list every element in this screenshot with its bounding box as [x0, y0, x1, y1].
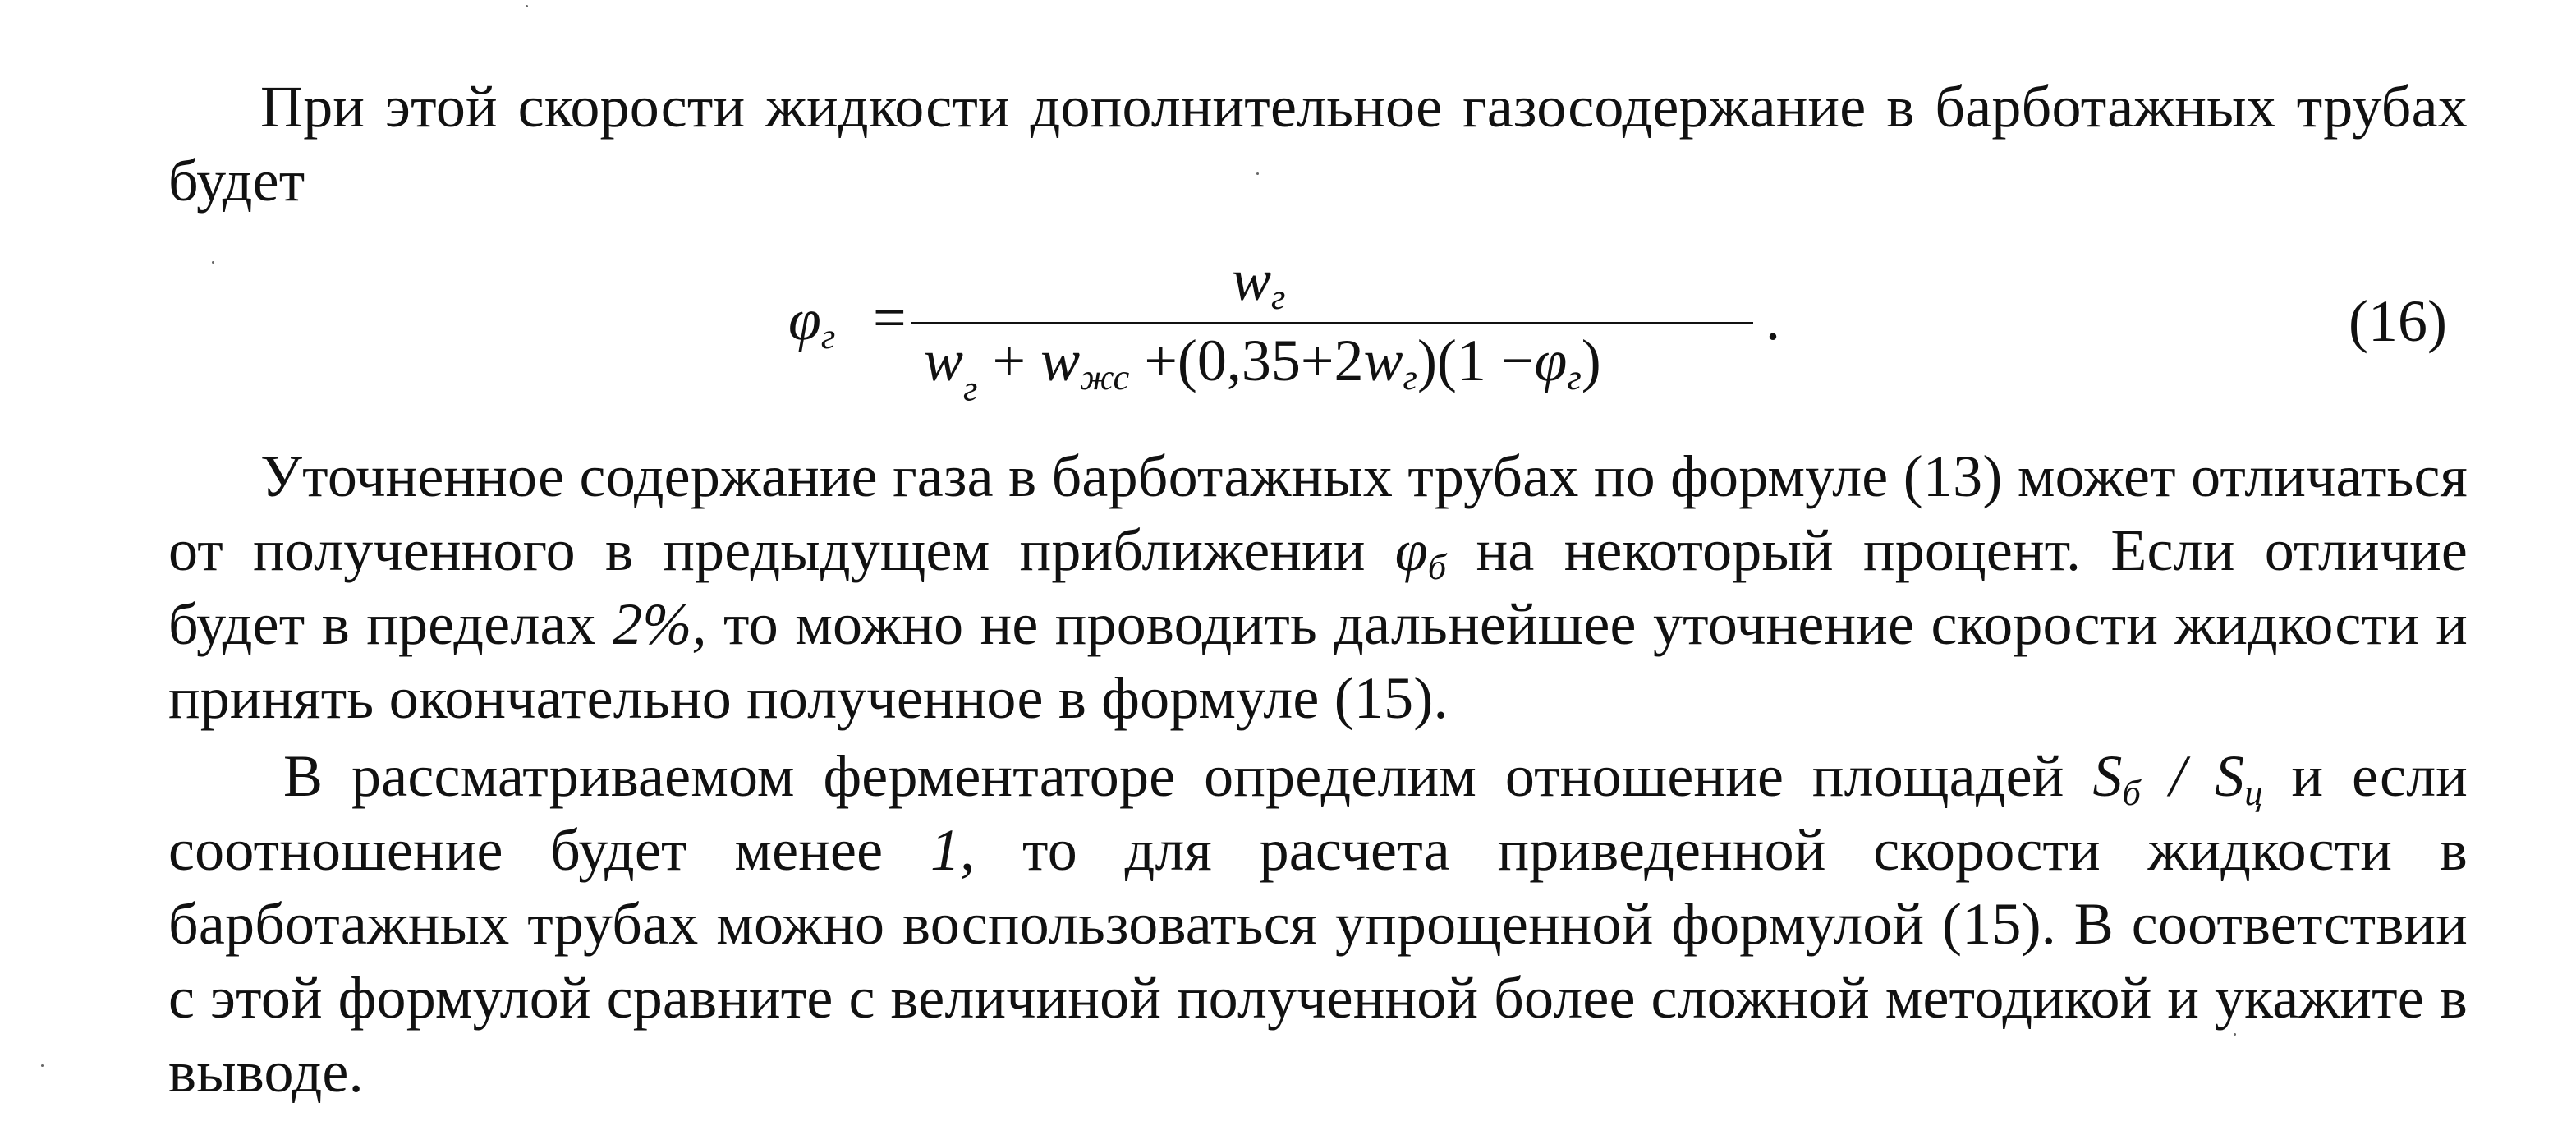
phi-b-subscript: б — [1427, 546, 1447, 588]
den-w1: w — [924, 328, 964, 393]
paragraph-3-part2: и если соотношение будет менее — [168, 743, 2468, 883]
paragraph-3-part1: В рассматриваемом ферментаторе определим отношение площадей — [283, 743, 2093, 809]
den-rest2: )(1 − — [1417, 328, 1535, 393]
den-phi-sub: г — [1567, 356, 1582, 398]
phi-symbol: φ — [788, 287, 821, 352]
den-plus: + — [977, 328, 1041, 393]
scan-speck — [41, 1064, 44, 1067]
den-w3-sub: г — [1403, 356, 1417, 398]
den-rest3: ) — [1581, 328, 1601, 393]
scan-speck — [526, 5, 528, 7]
den-phi: φ — [1534, 328, 1568, 393]
phi-b-symbol: φ — [1394, 517, 1428, 583]
scan-speck — [2234, 1033, 2236, 1036]
den-w2: w — [1040, 328, 1081, 393]
fraction-bar — [911, 322, 1753, 324]
equation-period: . — [1766, 287, 1780, 352]
equals-sign: = — [873, 285, 907, 351]
fraction-denominator — [924, 327, 1601, 409]
scan-speck — [1256, 172, 1259, 175]
phi-subscript: г — [820, 315, 836, 357]
paragraph-3-part3: , то для расчета приведенной скорости жидкости в барботажных трубах можно воспользоваться упрощенной формулой (15). В соответствии с этой формулой сравните с величиной полученной более сложной методикой и укажите в выводе. — [168, 817, 2468, 1105]
numerator-w: w — [1232, 247, 1272, 313]
s-c-subscript: ц — [2244, 772, 2263, 814]
s-b-subscript: б — [2122, 772, 2142, 814]
paragraph-1-text: При этой скорости жидкости дополнительное газосодержание в барботажных трубах будет — [168, 74, 2468, 214]
paragraph-1 — [168, 70, 2468, 218]
fraction-numerator — [1232, 246, 1286, 318]
ratio-slash: / — [2141, 743, 2215, 809]
paragraph-2 — [168, 439, 2468, 735]
s-c-symbol: S — [2214, 743, 2245, 809]
numerator-subscript: г — [1271, 276, 1286, 318]
s-b-symbol: S — [2092, 743, 2123, 809]
ratio-one: 1 — [930, 817, 961, 883]
equation-lhs — [788, 286, 836, 357]
den-w3: w — [1363, 328, 1403, 393]
paragraph-3 — [168, 739, 2468, 1109]
paragraph-2-part3: то можно не проводить дальнейшее уточнение скорости жидкости и принять окончательно полученное в формуле (15). — [168, 591, 2468, 731]
den-w1-sub: г — [963, 367, 978, 409]
paragraph-2-part2: на некоторый процент. Если отличие будет в пределах — [168, 517, 2468, 657]
scan-speck — [212, 261, 214, 264]
equation-16 — [788, 246, 1856, 411]
percent-value: 2%, — [613, 591, 707, 657]
paragraph-2-part1: Уточненное содержание газа в барботажных трубах по формуле (13) может отличаться от полученного в предыдущем приближении — [168, 443, 2468, 583]
den-w2-sub: жс — [1080, 356, 1130, 398]
equation-number: (16) — [2349, 288, 2447, 354]
den-rest1: +(0,35+2 — [1129, 328, 1364, 393]
